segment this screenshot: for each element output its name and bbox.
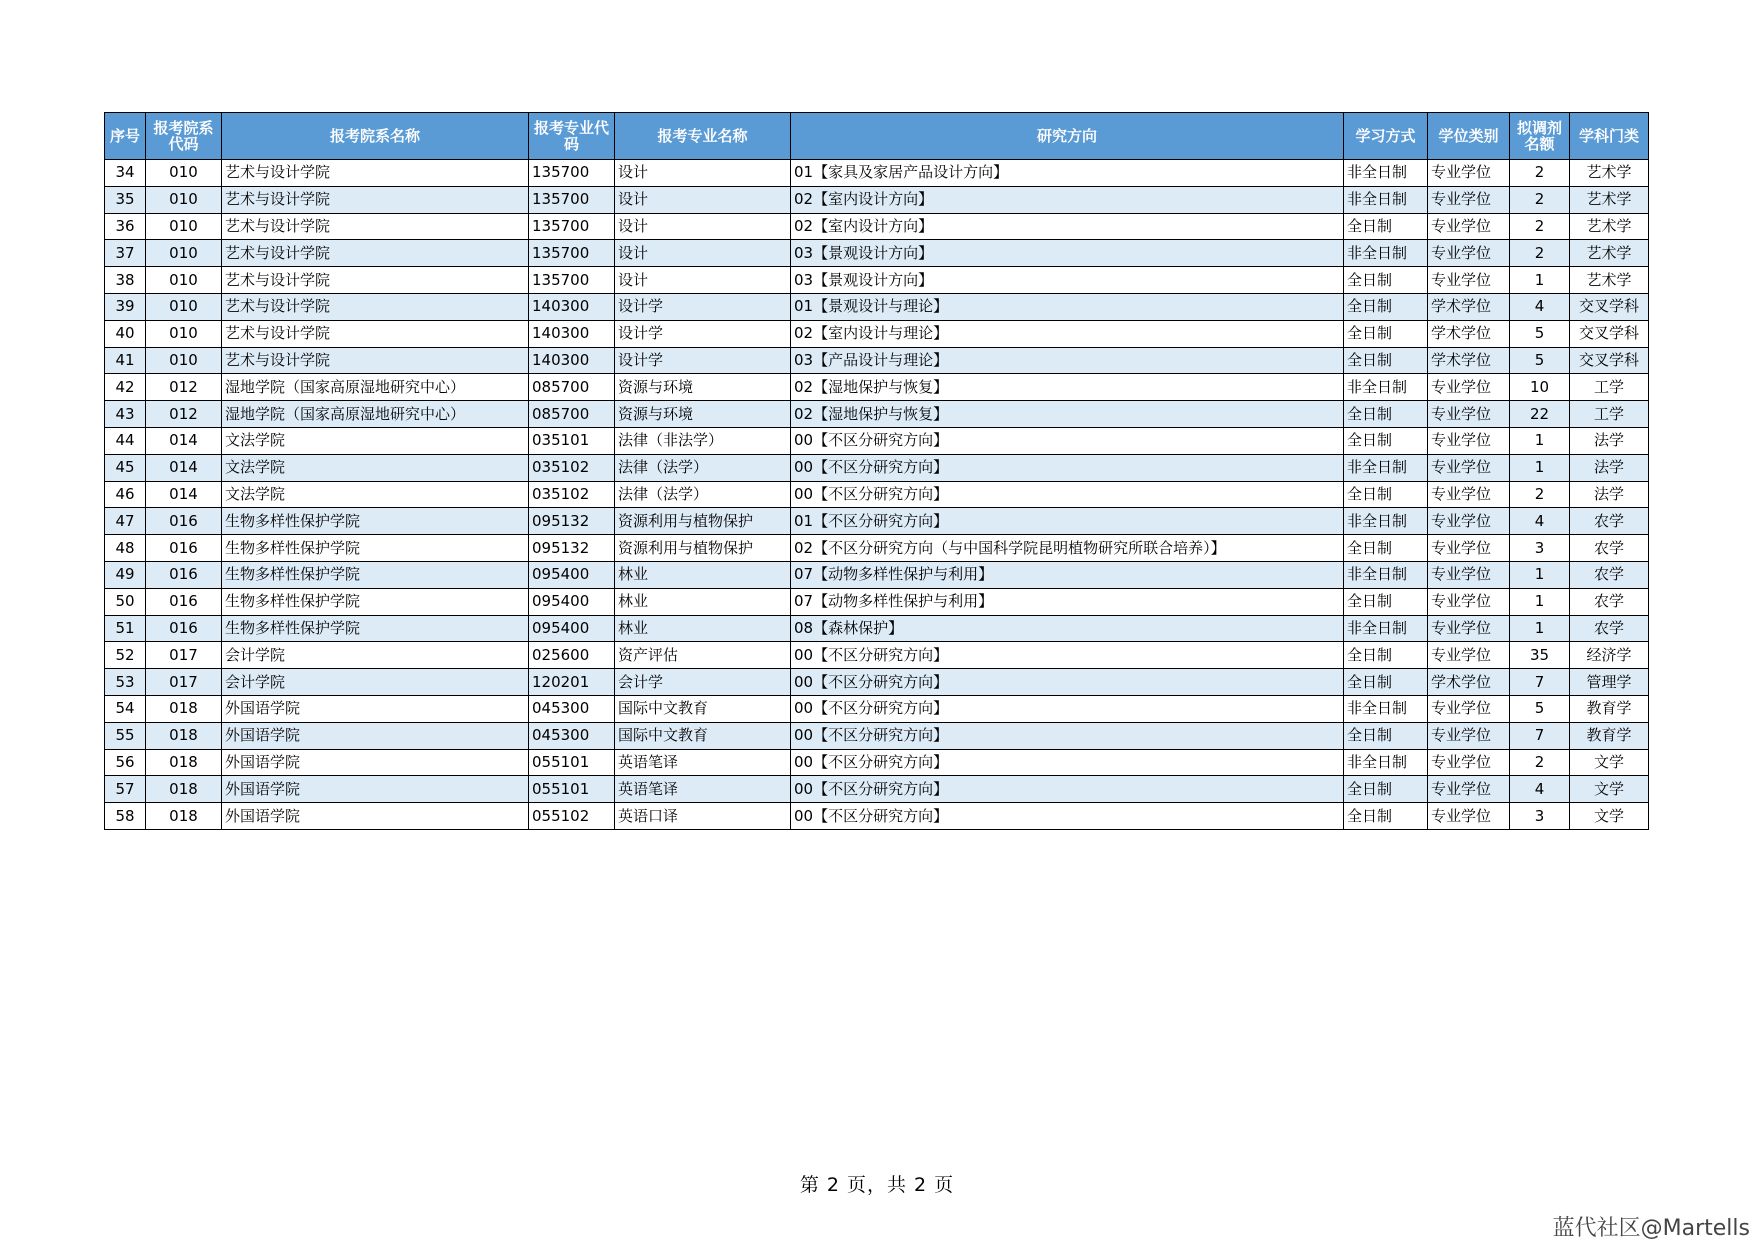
cell-quota: 3 (1510, 803, 1570, 830)
cell-seq: 39 (105, 293, 146, 320)
cell-dept-name: 艺术与设计学院 (222, 293, 529, 320)
cell-direction: 02【室内设计方向】 (791, 186, 1344, 213)
table-row (105, 427, 1649, 454)
cell-major-code: 135700 (529, 160, 615, 187)
cell-direction: 00【不区分研究方向】 (791, 722, 1344, 749)
cell-discipline: 艺术学 (1570, 160, 1649, 187)
cell-seq: 47 (105, 508, 146, 535)
cell-direction: 07【动物多样性保护与利用】 (791, 561, 1344, 588)
cell-discipline: 文学 (1570, 749, 1649, 776)
cell-major-name: 国际中文教育 (615, 722, 791, 749)
cell-study-mode: 全日制 (1344, 803, 1428, 830)
cell-study-mode: 全日制 (1344, 722, 1428, 749)
cell-major-code: 095132 (529, 508, 615, 535)
cell-major-name: 林业 (615, 561, 791, 588)
cell-quota: 5 (1510, 347, 1570, 374)
cell-major-name: 资源利用与植物保护 (615, 535, 791, 562)
admissions-table (104, 112, 1649, 830)
cell-dept-code: 016 (146, 588, 222, 615)
cell-discipline: 农学 (1570, 535, 1649, 562)
cell-seq: 41 (105, 347, 146, 374)
cell-dept-code: 017 (146, 642, 222, 669)
cell-major-name: 会计学 (615, 669, 791, 696)
cell-degree-type: 专业学位 (1428, 240, 1510, 267)
cell-dept-code: 010 (146, 267, 222, 294)
cell-degree-type: 专业学位 (1428, 160, 1510, 187)
table-row (105, 374, 1649, 401)
cell-seq: 49 (105, 561, 146, 588)
cell-major-code: 085700 (529, 401, 615, 428)
cell-dept-name: 文法学院 (222, 481, 529, 508)
cell-direction: 01【景观设计与理论】 (791, 293, 1344, 320)
cell-seq: 51 (105, 615, 146, 642)
cell-major-code: 095400 (529, 588, 615, 615)
cell-discipline: 法学 (1570, 454, 1649, 481)
cell-dept-name: 外国语学院 (222, 749, 529, 776)
header-major-name: 报考专业名称 (615, 113, 791, 160)
cell-quota: 10 (1510, 374, 1570, 401)
cell-seq: 50 (105, 588, 146, 615)
cell-direction: 03【景观设计方向】 (791, 267, 1344, 294)
header-discipline: 学科门类 (1570, 113, 1649, 160)
cell-quota: 3 (1510, 535, 1570, 562)
cell-major-code: 025600 (529, 642, 615, 669)
cell-quota: 4 (1510, 293, 1570, 320)
cell-degree-type: 学术学位 (1428, 320, 1510, 347)
cell-discipline: 交叉学科 (1570, 320, 1649, 347)
header-study-mode: 学习方式 (1344, 113, 1428, 160)
table-row (105, 267, 1649, 294)
cell-direction: 02【湿地保护与恢复】 (791, 401, 1344, 428)
cell-major-code: 135700 (529, 186, 615, 213)
table-row (105, 642, 1649, 669)
cell-study-mode: 全日制 (1344, 267, 1428, 294)
cell-discipline: 交叉学科 (1570, 347, 1649, 374)
cell-seq: 55 (105, 722, 146, 749)
cell-discipline: 艺术学 (1570, 186, 1649, 213)
cell-seq: 36 (105, 213, 146, 240)
cell-study-mode: 全日制 (1344, 776, 1428, 803)
table-row (105, 588, 1649, 615)
cell-seq: 57 (105, 776, 146, 803)
cell-dept-code: 018 (146, 722, 222, 749)
cell-dept-name: 生物多样性保护学院 (222, 561, 529, 588)
cell-quota: 5 (1510, 695, 1570, 722)
cell-study-mode: 全日制 (1344, 588, 1428, 615)
cell-major-code: 135700 (529, 240, 615, 267)
cell-degree-type: 专业学位 (1428, 776, 1510, 803)
cell-discipline: 艺术学 (1570, 213, 1649, 240)
cell-quota: 1 (1510, 454, 1570, 481)
table-row (105, 776, 1649, 803)
cell-quota: 22 (1510, 401, 1570, 428)
table-row (105, 481, 1649, 508)
cell-discipline: 农学 (1570, 615, 1649, 642)
cell-study-mode: 非全日制 (1344, 508, 1428, 535)
cell-degree-type: 专业学位 (1428, 561, 1510, 588)
table-row (105, 186, 1649, 213)
cell-seq: 44 (105, 427, 146, 454)
cell-direction: 00【不区分研究方向】 (791, 642, 1344, 669)
cell-major-name: 设计学 (615, 293, 791, 320)
cell-major-name: 英语笔译 (615, 749, 791, 776)
cell-dept-name: 外国语学院 (222, 695, 529, 722)
table-row (105, 454, 1649, 481)
cell-seq: 48 (105, 535, 146, 562)
cell-major-code: 120201 (529, 669, 615, 696)
cell-major-code: 035101 (529, 427, 615, 454)
cell-direction: 02【湿地保护与恢复】 (791, 374, 1344, 401)
cell-major-code: 045300 (529, 722, 615, 749)
cell-major-name: 林业 (615, 588, 791, 615)
cell-direction: 00【不区分研究方向】 (791, 427, 1344, 454)
cell-dept-name: 艺术与设计学院 (222, 347, 529, 374)
table-row (105, 561, 1649, 588)
cell-seq: 42 (105, 374, 146, 401)
cell-dept-name: 艺术与设计学院 (222, 186, 529, 213)
table-row (105, 722, 1649, 749)
cell-study-mode: 非全日制 (1344, 240, 1428, 267)
cell-degree-type: 专业学位 (1428, 803, 1510, 830)
cell-dept-name: 湿地学院（国家高原湿地研究中心） (222, 401, 529, 428)
cell-study-mode: 全日制 (1344, 347, 1428, 374)
cell-seq: 35 (105, 186, 146, 213)
cell-seq: 46 (105, 481, 146, 508)
cell-major-code: 140300 (529, 347, 615, 374)
cell-dept-code: 018 (146, 803, 222, 830)
cell-seq: 37 (105, 240, 146, 267)
cell-study-mode: 全日制 (1344, 535, 1428, 562)
cell-direction: 02【室内设计与理论】 (791, 320, 1344, 347)
cell-dept-code: 016 (146, 561, 222, 588)
cell-dept-code: 010 (146, 320, 222, 347)
cell-dept-name: 外国语学院 (222, 722, 529, 749)
cell-major-name: 资源与环境 (615, 374, 791, 401)
cell-major-name: 设计 (615, 267, 791, 294)
cell-dept-code: 017 (146, 669, 222, 696)
cell-study-mode: 非全日制 (1344, 615, 1428, 642)
cell-dept-code: 010 (146, 347, 222, 374)
table-row (105, 508, 1649, 535)
cell-direction: 03【产品设计与理论】 (791, 347, 1344, 374)
cell-major-code: 035102 (529, 481, 615, 508)
table-body (105, 160, 1649, 830)
cell-dept-code: 012 (146, 401, 222, 428)
cell-quota: 4 (1510, 508, 1570, 535)
cell-study-mode: 非全日制 (1344, 561, 1428, 588)
cell-seq: 56 (105, 749, 146, 776)
cell-major-code: 035102 (529, 454, 615, 481)
cell-major-name: 设计学 (615, 347, 791, 374)
header-row (105, 113, 1649, 160)
cell-degree-type: 专业学位 (1428, 401, 1510, 428)
table-row (105, 160, 1649, 187)
table-row (105, 615, 1649, 642)
cell-major-code: 140300 (529, 293, 615, 320)
cell-degree-type: 学术学位 (1428, 293, 1510, 320)
cell-quota: 2 (1510, 160, 1570, 187)
cell-seq: 52 (105, 642, 146, 669)
cell-discipline: 艺术学 (1570, 267, 1649, 294)
cell-quota: 2 (1510, 749, 1570, 776)
cell-study-mode: 全日制 (1344, 293, 1428, 320)
cell-direction: 03【景观设计方向】 (791, 240, 1344, 267)
cell-degree-type: 专业学位 (1428, 722, 1510, 749)
cell-study-mode: 全日制 (1344, 669, 1428, 696)
cell-major-name: 设计 (615, 186, 791, 213)
cell-direction: 08【森林保护】 (791, 615, 1344, 642)
cell-study-mode: 全日制 (1344, 427, 1428, 454)
cell-degree-type: 专业学位 (1428, 642, 1510, 669)
cell-study-mode: 非全日制 (1344, 160, 1428, 187)
cell-direction: 00【不区分研究方向】 (791, 695, 1344, 722)
cell-study-mode: 非全日制 (1344, 749, 1428, 776)
cell-direction: 01【家具及家居产品设计方向】 (791, 160, 1344, 187)
cell-dept-code: 014 (146, 454, 222, 481)
cell-degree-type: 专业学位 (1428, 588, 1510, 615)
cell-major-name: 法律（法学） (615, 454, 791, 481)
cell-study-mode: 全日制 (1344, 642, 1428, 669)
cell-study-mode: 全日制 (1344, 213, 1428, 240)
cell-major-code: 095400 (529, 561, 615, 588)
cell-dept-code: 018 (146, 695, 222, 722)
cell-discipline: 农学 (1570, 588, 1649, 615)
cell-dept-code: 010 (146, 213, 222, 240)
cell-discipline: 交叉学科 (1570, 293, 1649, 320)
cell-major-code: 135700 (529, 213, 615, 240)
cell-degree-type: 专业学位 (1428, 267, 1510, 294)
cell-dept-name: 艺术与设计学院 (222, 320, 529, 347)
cell-quota: 1 (1510, 615, 1570, 642)
cell-discipline: 文学 (1570, 776, 1649, 803)
cell-seq: 54 (105, 695, 146, 722)
cell-dept-code: 018 (146, 776, 222, 803)
cell-direction: 00【不区分研究方向】 (791, 454, 1344, 481)
cell-dept-code: 012 (146, 374, 222, 401)
cell-dept-name: 生物多样性保护学院 (222, 535, 529, 562)
table-row (105, 803, 1649, 830)
cell-degree-type: 专业学位 (1428, 481, 1510, 508)
cell-major-name: 设计 (615, 240, 791, 267)
cell-discipline: 教育学 (1570, 722, 1649, 749)
cell-major-name: 设计学 (615, 320, 791, 347)
table-row (105, 401, 1649, 428)
table-row (105, 213, 1649, 240)
cell-degree-type: 专业学位 (1428, 374, 1510, 401)
cell-direction: 01【不区分研究方向】 (791, 508, 1344, 535)
cell-discipline: 艺术学 (1570, 240, 1649, 267)
cell-seq: 45 (105, 454, 146, 481)
header-quota: 拟调剂名额 (1510, 113, 1570, 160)
cell-dept-name: 生物多样性保护学院 (222, 588, 529, 615)
cell-major-code: 085700 (529, 374, 615, 401)
cell-seq: 34 (105, 160, 146, 187)
cell-direction: 00【不区分研究方向】 (791, 669, 1344, 696)
table-row (105, 240, 1649, 267)
cell-major-name: 英语口译 (615, 803, 791, 830)
watermark: 蓝代社区@Martells (1552, 1216, 1750, 1241)
cell-degree-type: 专业学位 (1428, 427, 1510, 454)
cell-dept-code: 010 (146, 293, 222, 320)
cell-major-code: 095132 (529, 535, 615, 562)
cell-study-mode: 全日制 (1344, 401, 1428, 428)
cell-degree-type: 专业学位 (1428, 749, 1510, 776)
cell-dept-name: 外国语学院 (222, 803, 529, 830)
cell-degree-type: 专业学位 (1428, 615, 1510, 642)
cell-direction: 00【不区分研究方向】 (791, 803, 1344, 830)
cell-quota: 2 (1510, 481, 1570, 508)
cell-dept-name: 艺术与设计学院 (222, 160, 529, 187)
cell-major-name: 法律（非法学） (615, 427, 791, 454)
table-row (105, 293, 1649, 320)
cell-dept-code: 010 (146, 186, 222, 213)
cell-degree-type: 学术学位 (1428, 669, 1510, 696)
cell-dept-name: 艺术与设计学院 (222, 267, 529, 294)
table-header (105, 113, 1649, 160)
cell-major-code: 135700 (529, 267, 615, 294)
cell-dept-name: 生物多样性保护学院 (222, 508, 529, 535)
cell-quota: 2 (1510, 186, 1570, 213)
cell-study-mode: 非全日制 (1344, 186, 1428, 213)
cell-dept-name: 艺术与设计学院 (222, 240, 529, 267)
cell-major-name: 设计 (615, 213, 791, 240)
cell-dept-code: 014 (146, 427, 222, 454)
cell-study-mode: 非全日制 (1344, 374, 1428, 401)
cell-quota: 2 (1510, 213, 1570, 240)
cell-dept-code: 010 (146, 240, 222, 267)
cell-quota: 2 (1510, 240, 1570, 267)
cell-discipline: 法学 (1570, 427, 1649, 454)
cell-dept-name: 会计学院 (222, 642, 529, 669)
cell-major-code: 055102 (529, 803, 615, 830)
cell-quota: 1 (1510, 267, 1570, 294)
cell-dept-name: 会计学院 (222, 669, 529, 696)
cell-direction: 07【动物多样性保护与利用】 (791, 588, 1344, 615)
cell-degree-type: 专业学位 (1428, 535, 1510, 562)
cell-major-code: 055101 (529, 749, 615, 776)
page-number: 第 2 页，共 2 页 (799, 1174, 955, 1196)
header-degree-type: 学位类别 (1428, 113, 1510, 160)
header-direction: 研究方向 (791, 113, 1344, 160)
cell-seq: 53 (105, 669, 146, 696)
table-row (105, 749, 1649, 776)
table-row (105, 669, 1649, 696)
cell-dept-name: 文法学院 (222, 427, 529, 454)
cell-quota: 35 (1510, 642, 1570, 669)
cell-dept-code: 016 (146, 535, 222, 562)
cell-quota: 4 (1510, 776, 1570, 803)
cell-discipline: 法学 (1570, 481, 1649, 508)
cell-discipline: 工学 (1570, 401, 1649, 428)
cell-quota: 1 (1510, 588, 1570, 615)
cell-dept-name: 艺术与设计学院 (222, 213, 529, 240)
cell-major-name: 资源与环境 (615, 401, 791, 428)
cell-major-name: 英语笔译 (615, 776, 791, 803)
cell-quota: 1 (1510, 427, 1570, 454)
cell-study-mode: 全日制 (1344, 320, 1428, 347)
cell-major-name: 法律（法学） (615, 481, 791, 508)
cell-discipline: 教育学 (1570, 695, 1649, 722)
table-row (105, 347, 1649, 374)
cell-dept-name: 湿地学院（国家高原湿地研究中心） (222, 374, 529, 401)
cell-major-code: 055101 (529, 776, 615, 803)
header-major-code: 报考专业代码 (529, 113, 615, 160)
cell-dept-code: 018 (146, 749, 222, 776)
cell-dept-code: 010 (146, 160, 222, 187)
header-dept-code: 报考院系代码 (146, 113, 222, 160)
cell-discipline: 工学 (1570, 374, 1649, 401)
cell-discipline: 文学 (1570, 803, 1649, 830)
cell-dept-code: 016 (146, 508, 222, 535)
cell-major-name: 林业 (615, 615, 791, 642)
cell-quota: 5 (1510, 320, 1570, 347)
header-seq: 序号 (105, 113, 146, 160)
cell-major-name: 资产评估 (615, 642, 791, 669)
cell-dept-code: 014 (146, 481, 222, 508)
cell-major-name: 国际中文教育 (615, 695, 791, 722)
cell-degree-type: 专业学位 (1428, 695, 1510, 722)
cell-degree-type: 专业学位 (1428, 454, 1510, 481)
cell-direction: 00【不区分研究方向】 (791, 749, 1344, 776)
cell-major-code: 140300 (529, 320, 615, 347)
cell-degree-type: 专业学位 (1428, 508, 1510, 535)
cell-seq: 43 (105, 401, 146, 428)
cell-seq: 58 (105, 803, 146, 830)
cell-major-name: 设计 (615, 160, 791, 187)
cell-seq: 38 (105, 267, 146, 294)
cell-discipline: 管理学 (1570, 669, 1649, 696)
cell-major-code: 045300 (529, 695, 615, 722)
cell-discipline: 农学 (1570, 508, 1649, 535)
cell-dept-name: 生物多样性保护学院 (222, 615, 529, 642)
cell-dept-name: 外国语学院 (222, 776, 529, 803)
cell-dept-name: 文法学院 (222, 454, 529, 481)
cell-discipline: 经济学 (1570, 642, 1649, 669)
cell-degree-type: 专业学位 (1428, 186, 1510, 213)
cell-discipline: 农学 (1570, 561, 1649, 588)
cell-quota: 1 (1510, 561, 1570, 588)
cell-quota: 7 (1510, 669, 1570, 696)
cell-direction: 00【不区分研究方向】 (791, 776, 1344, 803)
cell-degree-type: 学术学位 (1428, 347, 1510, 374)
table-row (105, 320, 1649, 347)
cell-degree-type: 专业学位 (1428, 213, 1510, 240)
cell-major-name: 资源利用与植物保护 (615, 508, 791, 535)
table-row (105, 535, 1649, 562)
table-row (105, 695, 1649, 722)
cell-direction: 02【室内设计方向】 (791, 213, 1344, 240)
cell-quota: 7 (1510, 722, 1570, 749)
cell-study-mode: 非全日制 (1344, 695, 1428, 722)
cell-dept-code: 016 (146, 615, 222, 642)
cell-seq: 40 (105, 320, 146, 347)
cell-major-code: 095400 (529, 615, 615, 642)
cell-study-mode: 非全日制 (1344, 454, 1428, 481)
cell-direction: 00【不区分研究方向】 (791, 481, 1344, 508)
cell-direction: 02【不区分研究方向（与中国科学院昆明植物研究所联合培养）】 (791, 535, 1344, 562)
cell-study-mode: 全日制 (1344, 481, 1428, 508)
header-dept-name: 报考院系名称 (222, 113, 529, 160)
